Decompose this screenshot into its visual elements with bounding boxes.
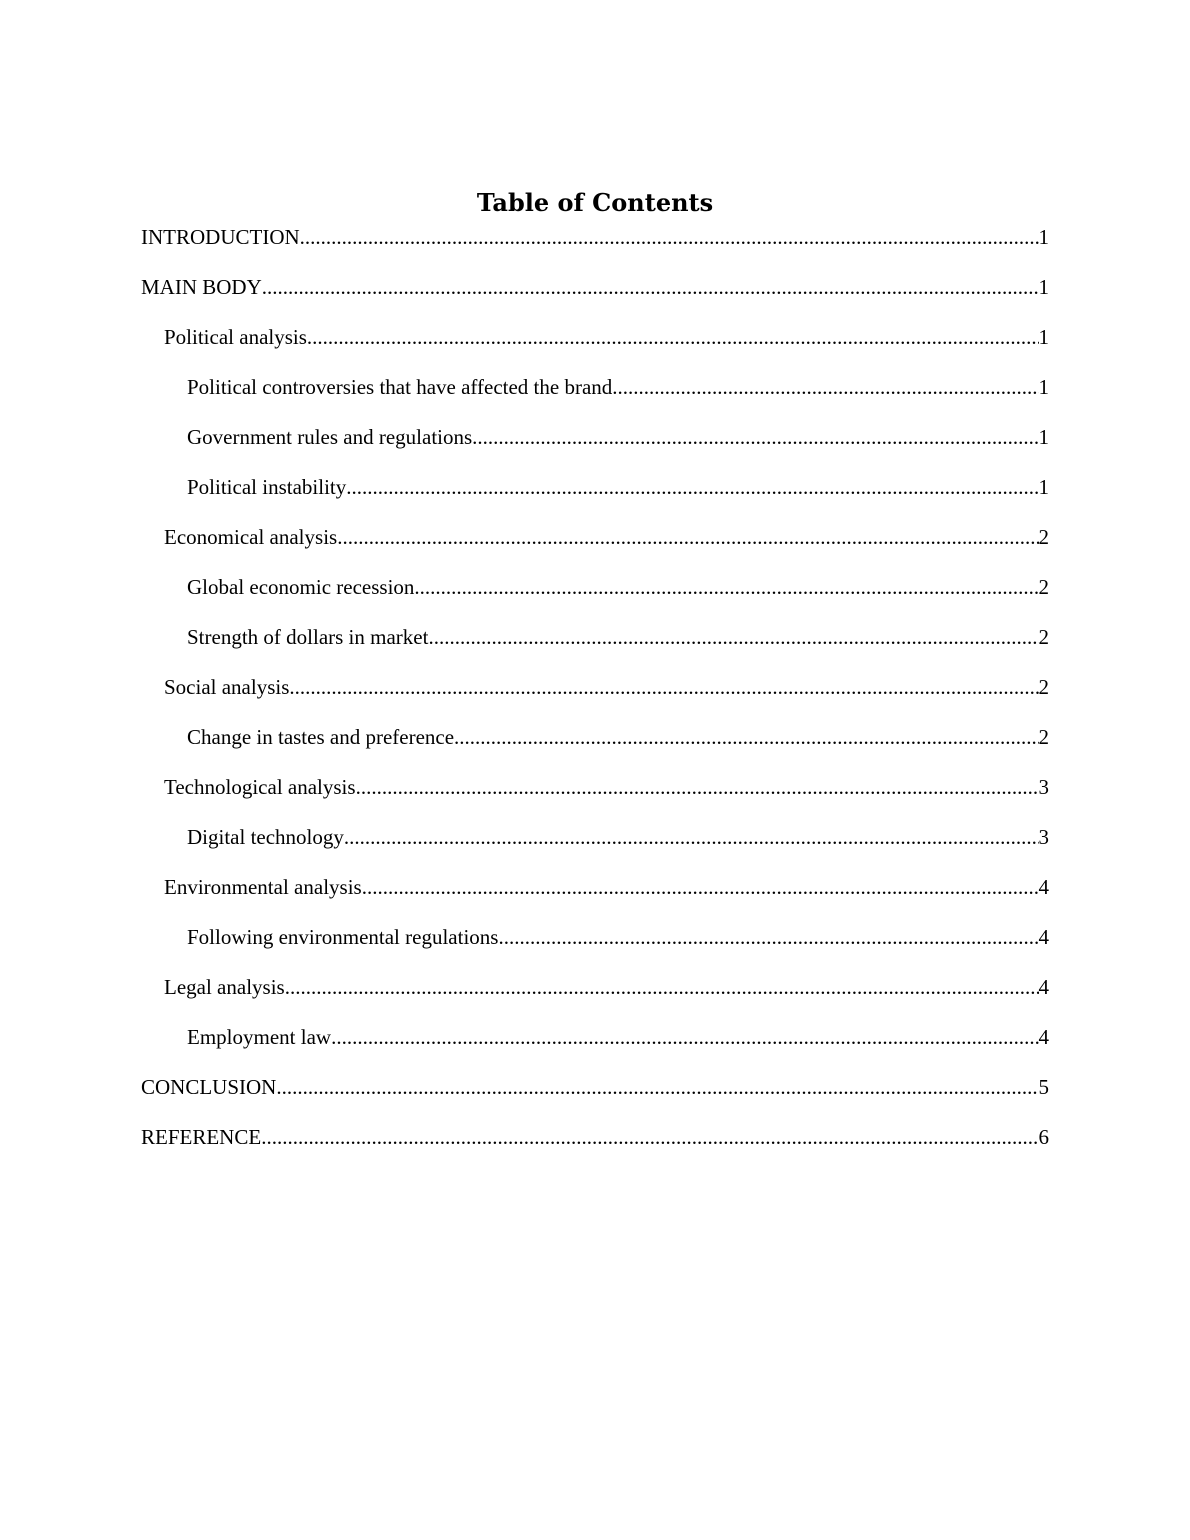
toc-entry-page-number: 1 — [1038, 425, 1049, 449]
toc-entry-label: Following environmental regulations — [187, 925, 499, 949]
toc-entry-page-number: 1 — [1038, 375, 1049, 399]
toc-entry-label: Global economic recession — [187, 575, 415, 599]
toc-entry-page-number: 1 — [1038, 225, 1049, 249]
toc-entry-main-body[interactable] — [141, 272, 1049, 322]
toc-entry-page-number: 4 — [1038, 925, 1049, 949]
toc-dot-leader — [498, 922, 1038, 952]
toc-dot-leader — [307, 322, 1039, 352]
toc-dot-leader — [337, 522, 1038, 552]
toc-entry-label: Social analysis — [164, 675, 290, 699]
toc-entry-legal-analysis[interactable] — [141, 972, 1049, 1022]
toc-entry-page-number: 2 — [1038, 575, 1049, 599]
toc-dot-leader — [362, 872, 1039, 902]
toc-entry-page-number: 6 — [1038, 1125, 1049, 1149]
toc-entry-reference[interactable] — [141, 1122, 1049, 1172]
toc-entry-label: REFERENCE — [141, 1125, 262, 1149]
toc-entry-political-analysis[interactable] — [141, 322, 1049, 372]
toc-entry-global-economic-recession[interactable] — [141, 572, 1049, 622]
toc-entry-label: Government rules and regulations — [187, 425, 473, 449]
toc-entry-label: MAIN BODY — [141, 275, 262, 299]
toc-dot-leader — [344, 822, 1039, 852]
toc-dot-leader — [331, 1022, 1038, 1052]
toc-dot-leader — [414, 572, 1038, 602]
toc-dot-leader — [285, 972, 1039, 1002]
toc-entry-technological-analysis[interactable] — [141, 772, 1049, 822]
toc-dot-leader — [346, 472, 1038, 502]
toc-entry-page-number: 4 — [1038, 975, 1049, 999]
toc-entry-page-number: 4 — [1038, 875, 1049, 899]
toc-entry-change-in-tastes[interactable] — [141, 722, 1049, 772]
toc-entry-environmental-analysis[interactable] — [141, 872, 1049, 922]
toc-entry-page-number: 1 — [1038, 275, 1049, 299]
toc-dot-leader — [612, 372, 1038, 402]
toc-entry-conclusion[interactable] — [141, 1072, 1049, 1122]
toc-entry-label: Digital technology — [187, 825, 344, 849]
toc-list — [141, 222, 1049, 1172]
toc-dot-leader — [454, 722, 1038, 752]
toc-entry-label: Strength of dollars in market — [187, 625, 429, 649]
toc-dot-leader — [356, 772, 1039, 802]
toc-entry-economical-analysis[interactable] — [141, 522, 1049, 572]
toc-entry-label: INTRODUCTION — [141, 225, 300, 249]
toc-entry-page-number: 4 — [1038, 1025, 1049, 1049]
toc-dot-leader — [261, 1122, 1038, 1152]
toc-entry-label: Political analysis — [164, 325, 307, 349]
toc-entry-employment-law[interactable] — [141, 1022, 1049, 1072]
toc-entry-label: Political instability — [187, 475, 347, 499]
toc-entry-label: Employment law — [187, 1025, 332, 1049]
toc-entry-page-number: 3 — [1038, 825, 1049, 849]
toc-entry-label: Change in tastes and preference — [187, 725, 455, 749]
toc-entry-political-controversies[interactable] — [141, 372, 1049, 422]
toc-entry-political-instability[interactable] — [141, 472, 1049, 522]
toc-entry-digital-technology[interactable] — [141, 822, 1049, 872]
toc-entry-page-number: 1 — [1038, 475, 1049, 499]
toc-dot-leader — [262, 272, 1039, 302]
toc-entry-following-environmental-regulations[interactable] — [141, 922, 1049, 972]
toc-entry-strength-of-dollars[interactable] — [141, 622, 1049, 672]
toc-dot-leader — [289, 672, 1038, 702]
toc-entry-social-analysis[interactable] — [141, 672, 1049, 722]
toc-dot-leader — [276, 1072, 1038, 1102]
toc-dot-leader — [428, 622, 1038, 652]
toc-entry-government-rules[interactable] — [141, 422, 1049, 472]
toc-entry-page-number: 2 — [1038, 725, 1049, 749]
toc-entry-page-number: 2 — [1038, 525, 1049, 549]
toc-entry-label: Economical analysis — [164, 525, 338, 549]
toc-title: Table of Contents — [476, 188, 714, 217]
toc-entry-label: Environmental analysis — [164, 875, 362, 899]
toc-entry-label: Legal analysis — [164, 975, 285, 999]
toc-entry-label: Political controversies that have affected the brand — [187, 375, 613, 399]
toc-entry-label: CONCLUSION — [141, 1075, 277, 1099]
toc-dot-leader — [300, 222, 1039, 252]
toc-entry-page-number: 3 — [1038, 775, 1049, 799]
toc-entry-page-number: 5 — [1038, 1075, 1049, 1099]
toc-entry-page-number: 2 — [1038, 675, 1049, 699]
toc-entry-page-number: 1 — [1038, 325, 1049, 349]
toc-entry-introduction[interactable] — [141, 222, 1049, 272]
toc-dot-leader — [472, 422, 1038, 452]
toc-entry-page-number: 2 — [1038, 625, 1049, 649]
toc-entry-label: Technological analysis — [164, 775, 356, 799]
